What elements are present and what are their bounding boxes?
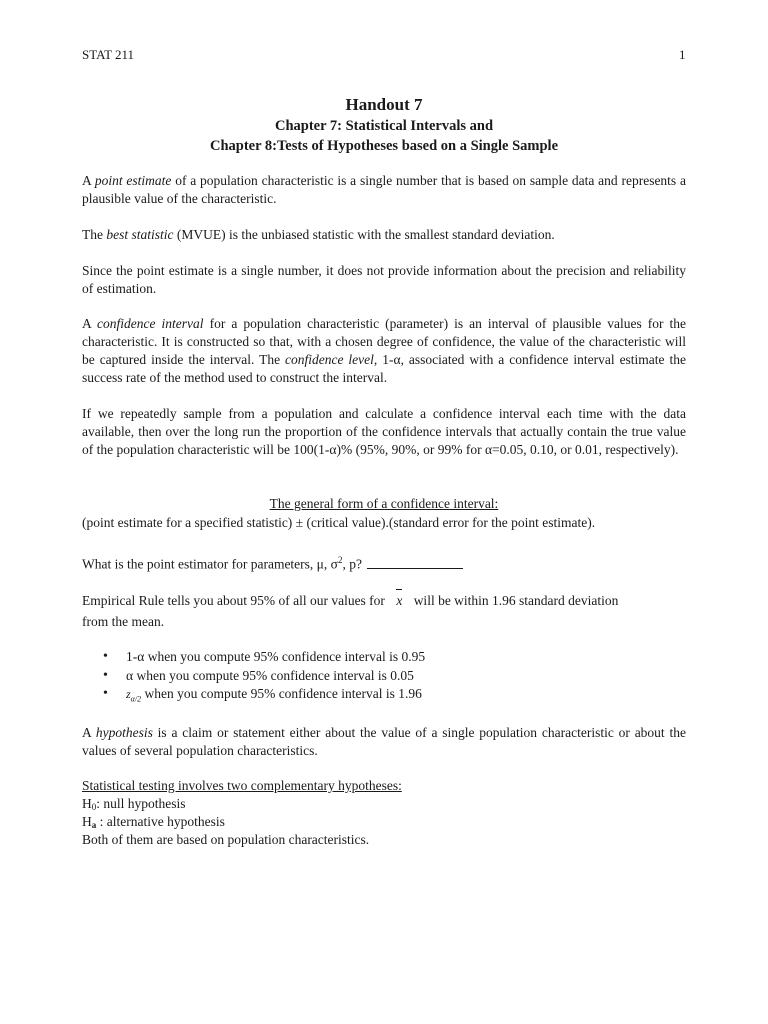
repeated-sampling-paragraph: If we repeatedly sample from a population and calculate a confidence interval each time with the data available, then over the long run the proportion of the confidence intervals that actually contain the true value of the population characteristic will be 100(1-α)% (95%, 90%, or 99% for α=0.05, 0.10, or 0.01, respectively). xyxy=(82,406,686,457)
point-estimator-question: What is the point estimator for parameters, μ, $\sigma^2$, p? xyxy=(82,551,686,574)
chapter-7-title: Chapter 7: Statistical Intervals and xyxy=(274,118,494,134)
confidence-interval-paragraph: A confidence interval for a population characteristic (parameter) is an interval of plausible values for the characteristic. It is constructed so that, with a chosen degree of confidence, the value of the characteristic will be captured inside the interval. The confidence level, 1-α, associated with a confidence interval estimate the success rate of the method used to construct the interval. xyxy=(82,316,686,385)
x-bar-symbol: x xyxy=(392,590,406,611)
point-estimate-paragraph: A point estimate of a population characteristic is a single number that is based on sample data and represents a plausible value of the characteristic. xyxy=(82,173,686,206)
point-estimate-term: point estimate xyxy=(94,173,172,188)
best-statistic-term: best statistic xyxy=(106,227,174,242)
handout-title: Handout 7 xyxy=(345,95,423,114)
hypothesis-paragraph: A hypothesis is a claim or statement either about the value of a single population characteristic or about the values of several population characteristics. xyxy=(82,725,686,758)
bullet-list xyxy=(82,648,686,709)
testing-heading: Statistical testing involves two complementary hypotheses: xyxy=(82,778,402,793)
precision-paragraph: Since the point estimate is a single number, it does not provide information about the precision and reliability of estimation. xyxy=(82,263,686,296)
empirical-rule-paragraph: Empirical Rule tells you about 95% of all our values for x will be within 1.96 standard deviation from the mean. xyxy=(82,590,686,632)
z-alpha-half-symbol: $z_{\alpha/2}$ xyxy=(126,687,142,704)
page-number: 1 xyxy=(679,47,686,62)
null-hypothesis-line: $H_0$: null hypothesis xyxy=(82,796,186,812)
answer-blank xyxy=(367,556,463,569)
general-form-formula: (point estimate for a specified statistic) ± (critical value).(standard error for the point estimate). xyxy=(82,515,596,530)
list-item: • 1-α when you compute 95% confidence interval is 0.95 xyxy=(82,648,686,667)
list-item: • $z_{\alpha/2}$ when you compute 95% confidence interval is 1.96 xyxy=(82,685,686,709)
course-header: STAT 211 xyxy=(82,47,135,62)
alternative-hypothesis-line: $H_a$ : alternative hypothesis xyxy=(82,814,225,830)
confidence-level-term: confidence level, xyxy=(285,352,378,367)
confidence-interval-term: confidence interval xyxy=(97,316,204,331)
general-form-heading: The general form of a confidence interval: xyxy=(269,496,499,511)
chapter-8-title: Chapter 8:Tests of Hypotheses based on a Single Sample xyxy=(209,138,559,154)
population-characteristics-line: Both of them are based on population characteristics. xyxy=(82,832,370,847)
list-item: • α when you compute 95% confidence interval is 0.05 xyxy=(82,667,686,686)
best-statistic-paragraph: The best statistic (MVUE) is the unbiased statistic with the smallest standard deviation. xyxy=(82,227,555,242)
hypothesis-term: hypothesis xyxy=(95,725,153,740)
title-block xyxy=(82,94,686,156)
